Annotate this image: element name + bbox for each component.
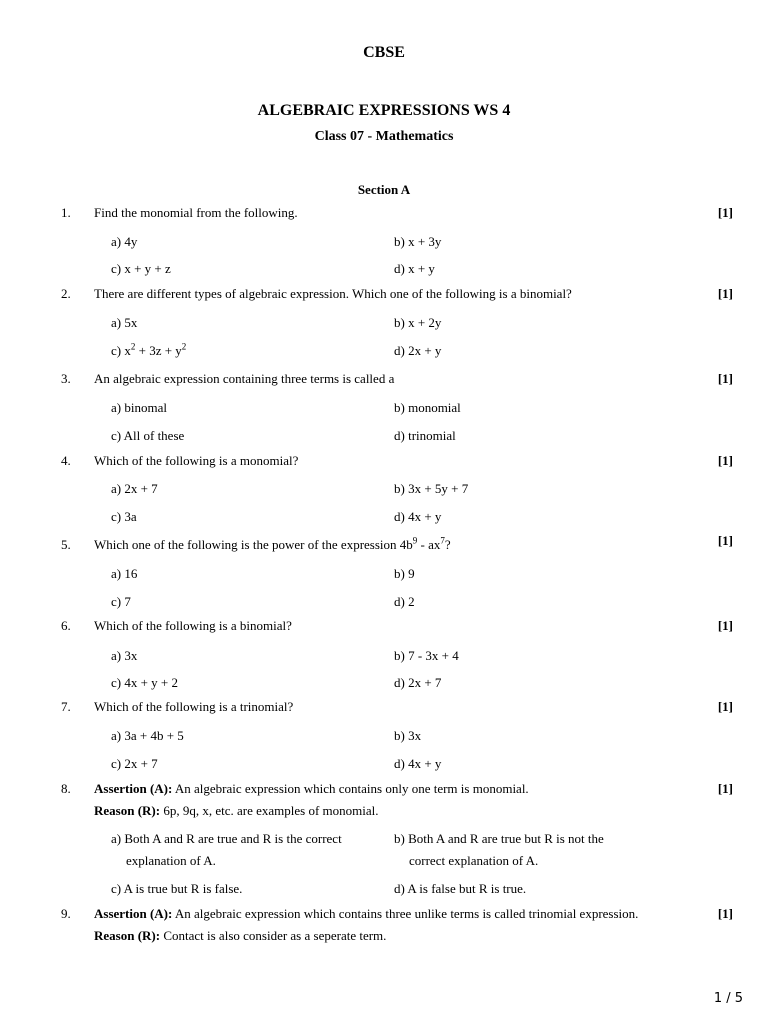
option-a[interactable]: a) 16 [111, 566, 138, 581]
question-number: 6. [61, 618, 71, 633]
option-a[interactable]: a) 2x + 7 [111, 481, 158, 496]
section-heading: Section A [357, 182, 411, 197]
question-number: 3. [61, 371, 71, 386]
question-marks: [1] [717, 781, 733, 796]
question-number: 9. [61, 906, 71, 921]
question-number: 1. [61, 205, 71, 220]
question-text-mid: - ax [417, 537, 441, 552]
option-c[interactable]: c) $x^2 + 3z + y^2$ [111, 341, 187, 358]
assertion [94, 781, 529, 797]
question-marks: [1] [717, 699, 733, 714]
option-b-continued: correct explanation of A. [409, 853, 539, 868]
option-a[interactable]: a) 5x [111, 315, 138, 330]
question-text: Which of the following is a binomial? [94, 618, 292, 633]
option-a[interactable]: a) 3x [111, 648, 138, 663]
option-d[interactable]: d) 4x + y [394, 509, 442, 524]
option-b[interactable]: b) 9 [394, 566, 415, 581]
question-number: 2. [61, 286, 71, 301]
class-subject: Class 07 - Mathematics [314, 129, 454, 144]
option-b[interactable]: b) 7 - 3x + 4 [394, 648, 459, 663]
option-a[interactable]: a) 3a + 4b + 5 [111, 728, 184, 743]
reason [94, 928, 386, 944]
question-marks: [1] [717, 453, 733, 468]
assertion [94, 906, 638, 922]
option-a[interactable]: a) 4y [111, 234, 138, 249]
question-text-main: Which one of the following is the power of the expression 4b [94, 537, 413, 552]
question-text: An algebraic expression containing three terms is called a [94, 371, 395, 386]
question-text [94, 537, 451, 553]
option-d[interactable]: d) 4x + y [394, 756, 442, 771]
option-c-exp2: 2 [181, 341, 187, 352]
reason-label: Reason (R): [94, 803, 161, 818]
option-a[interactable]: a) binomal [111, 400, 167, 415]
reason [94, 803, 379, 819]
question-number: 8. [61, 781, 71, 796]
option-d[interactable]: d) 2 [394, 594, 415, 609]
question-number: 7. [61, 699, 71, 714]
option-c[interactable]: c) x + y + z [111, 261, 171, 276]
question-text: Find the monomial from the following. [94, 205, 298, 220]
option-c[interactable]: c) 3a [111, 509, 137, 524]
option-d[interactable]: d) A is false but R is true. [394, 881, 527, 896]
worksheet-title: ALGEBRAIC EXPRESSIONS WS 4 [257, 102, 511, 119]
question-marks: [1] [717, 205, 733, 220]
assertion-text: An algebraic expression which contains only one term is monomial. [172, 781, 529, 796]
option-c-base: x [124, 343, 131, 358]
option-b[interactable]: b) Both A and R are true but R is not the [394, 831, 604, 846]
option-d[interactable]: d) trinomial [394, 428, 456, 443]
option-b[interactable]: b) x + 3y [394, 234, 442, 249]
reason-label: Reason (R): [94, 928, 161, 943]
question-text-end: ? [444, 537, 451, 552]
question-text-exp1: 9 [412, 535, 418, 546]
option-a-continued: explanation of A. [126, 853, 216, 868]
question-text: Which of the following is a monomial? [94, 453, 299, 468]
reason-text: 6p, 9q, x, etc. are examples of monomial. [160, 803, 379, 818]
option-c[interactable]: c) 4x + y + 2 [111, 675, 179, 690]
option-c[interactable]: c) A is true but R is false. [111, 881, 243, 896]
option-c[interactable]: c) 2x + 7 [111, 756, 158, 771]
question-marks: [1] [717, 906, 733, 921]
question-marks: [1] [717, 371, 733, 386]
board-name: CBSE [363, 44, 405, 61]
question-number: 5. [61, 537, 71, 552]
assertion-label: Assertion (A): [94, 781, 173, 796]
option-d[interactable]: d) 2x + 7 [394, 675, 442, 690]
reason-text: Contact is also consider as a seperate term. [160, 928, 387, 943]
question-number: 4. [61, 453, 71, 468]
assertion-label: Assertion (A): [94, 906, 173, 921]
option-b[interactable]: b) monomial [394, 400, 461, 415]
option-d[interactable]: d) x + y [394, 261, 435, 276]
question-marks: [1] [717, 286, 733, 301]
assertion-text: An algebraic expression which contains three unlike terms is called trinomial expression. [172, 906, 639, 921]
question-text: There are different types of algebraic expression. Which one of the following is a binomial? [94, 286, 572, 301]
question-marks: [1] [717, 533, 733, 548]
question-marks: [1] [717, 618, 733, 633]
option-c[interactable]: c) 7 [111, 594, 131, 609]
question-text: Which of the following is a trinomial? [94, 699, 294, 714]
question-text-exp2: 7 [440, 535, 445, 546]
option-c-mid: + 3z + y [135, 343, 182, 358]
option-d[interactable]: d) 2x + y [394, 343, 442, 358]
option-c[interactable]: c) All of these [111, 428, 185, 443]
option-b[interactable]: b) 3x + 5y + 7 [394, 481, 469, 496]
page-indicator: 1 / 5 [713, 991, 743, 1006]
option-a[interactable]: a) Both A and R are true and R is the correct [111, 831, 342, 846]
option-b[interactable]: b) x + 2y [394, 315, 442, 330]
option-c-exp1: 2 [130, 341, 136, 352]
option-b[interactable]: b) 3x [394, 728, 422, 743]
